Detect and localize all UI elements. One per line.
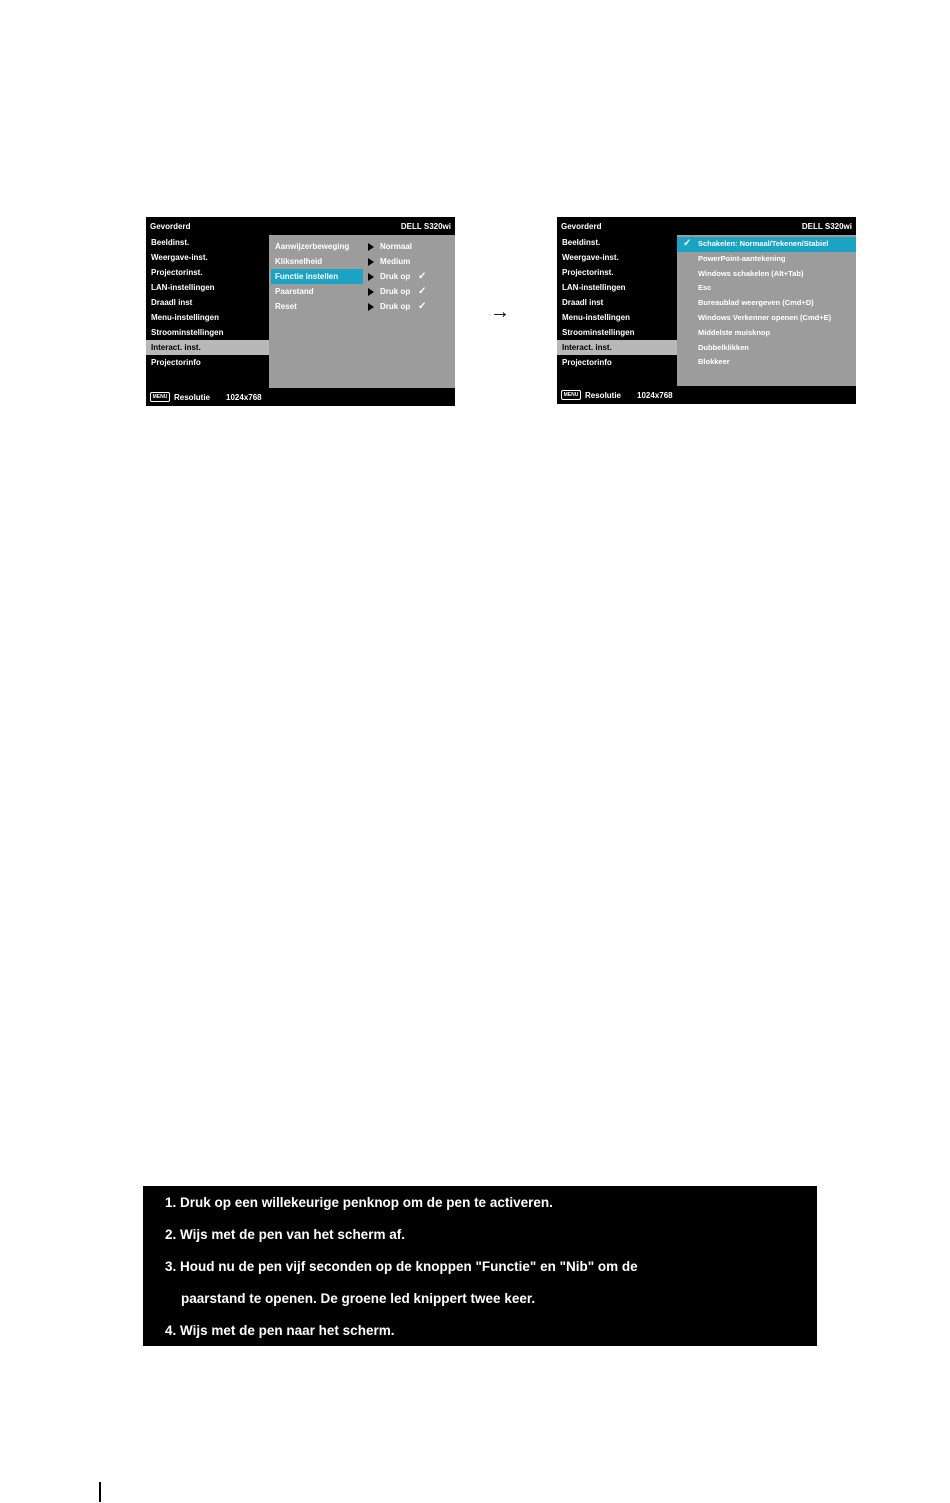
option-label: Middelste muisknop xyxy=(698,327,771,337)
function-option[interactable] xyxy=(677,355,856,370)
osd-title-bar xyxy=(146,217,455,235)
setting-row[interactable] xyxy=(269,239,455,254)
menu-key-icon: MENU xyxy=(561,390,581,400)
setting-row[interactable] xyxy=(269,254,455,269)
arrow-right-icon xyxy=(368,243,374,251)
osd-title: Gevorderd xyxy=(561,221,602,231)
function-options-list xyxy=(677,237,856,370)
osd-footer xyxy=(146,388,455,406)
menu-item-stroom[interactable]: Stroominstellingen xyxy=(562,328,635,337)
resolution-label: Resolutie xyxy=(174,392,211,402)
menu-item-projectorinst[interactable]: Projectorinst. xyxy=(151,268,203,277)
setting-label-selected: Functie instellen xyxy=(271,269,363,284)
instruction-line: paarstand te openen. De groene led knippert twee keer. xyxy=(181,1291,536,1306)
instruction-line: 4. Wijs met de pen naar het scherm. xyxy=(165,1323,395,1338)
menu-item-lan[interactable]: LAN-instellingen xyxy=(151,283,215,292)
instruction-line: 2. Wijs met de pen van het scherm af. xyxy=(165,1227,405,1242)
instruction-line: 3. Houd nu de pen vijf seconden op de knoppen "Functie" en "Nib" om de xyxy=(165,1259,638,1274)
setting-row[interactable] xyxy=(269,299,455,314)
option-label: Blokkeer xyxy=(698,357,730,367)
function-option[interactable] xyxy=(677,296,856,311)
setting-value: Druk op xyxy=(380,287,411,296)
setting-label: Kliksnelheid xyxy=(275,257,323,266)
function-option[interactable] xyxy=(677,326,856,341)
menu-item-weergave[interactable]: Weergave-inst. xyxy=(562,253,619,262)
setting-value: Normaal xyxy=(380,242,413,251)
menu-key-icon: MENU xyxy=(150,392,170,402)
option-label: Esc xyxy=(698,283,712,293)
osd-model: DELL S320wi xyxy=(400,221,451,231)
osd-side-menu xyxy=(557,235,677,386)
setting-value: Druk op xyxy=(380,302,411,311)
arrow-right-icon: → xyxy=(490,301,510,323)
setting-label: Aanwijzerbeweging xyxy=(275,242,350,251)
setting-value: Medium xyxy=(380,257,411,266)
function-option[interactable] xyxy=(677,252,856,267)
osd-advanced-menu-left xyxy=(146,217,455,406)
arrow-right-icon xyxy=(368,273,374,281)
pairing-instructions-box xyxy=(143,1186,817,1346)
interact-settings-list xyxy=(269,239,455,314)
check-icon: ✓ xyxy=(683,238,692,249)
menu-item-projectorinfo[interactable]: Projectorinfo xyxy=(562,358,612,367)
resolution-value: 1024x768 xyxy=(637,390,673,400)
osd-side-menu xyxy=(146,235,269,388)
option-label: Schakelen: Normaal/Tekenen/Stabiel xyxy=(698,239,829,248)
menu-item-projectorinst[interactable]: Projectorinst. xyxy=(562,268,614,277)
arrow-right-icon xyxy=(368,258,374,266)
menu-item-stroom[interactable]: Stroominstellingen xyxy=(151,328,224,337)
osd-advanced-menu-right xyxy=(557,217,856,404)
menu-item-lan[interactable]: LAN-instellingen xyxy=(562,283,626,292)
setting-value: Druk op xyxy=(380,272,411,281)
page-margin-bar xyxy=(99,1482,101,1502)
menu-item-projectorinfo[interactable]: Projectorinfo xyxy=(151,358,201,367)
check-icon: ✓ xyxy=(418,271,427,282)
setting-label: Paarstand xyxy=(275,287,314,296)
option-label: Windows schakelen (Alt+Tab) xyxy=(698,268,804,278)
menu-item-beeldinst[interactable]: Beeldinst. xyxy=(562,238,601,247)
menu-item-draadl[interactable]: Draadl inst xyxy=(562,298,604,307)
resolution-value: 1024x768 xyxy=(226,392,262,402)
instruction-line: 1. Druk op een willekeurige penknop om de pen te activeren. xyxy=(165,1195,553,1210)
option-label: Bureaublad weergeven (Cmd+D) xyxy=(698,298,814,308)
setting-row[interactable] xyxy=(269,284,455,299)
option-label: Dubbelklikken xyxy=(698,342,749,352)
osd-model: DELL S320wi xyxy=(801,221,852,231)
osd-title: Gevorderd xyxy=(150,221,191,231)
setting-row[interactable] xyxy=(269,269,455,284)
check-icon: ✓ xyxy=(418,301,427,312)
option-label: Windows Verkenner openen (Cmd+E) xyxy=(698,312,832,322)
setting-label: Reset xyxy=(275,302,297,311)
menu-item-interact[interactable]: Interact. inst. xyxy=(146,340,269,355)
function-option[interactable] xyxy=(677,267,856,282)
option-label: PowerPoint-aantekening xyxy=(698,253,786,263)
menu-item-menu-instellingen[interactable]: Menu-instellingen xyxy=(151,313,219,322)
function-option[interactable] xyxy=(677,341,856,356)
menu-item-draadl[interactable]: Draadl inst xyxy=(151,298,193,307)
menu-item-menu-instellingen[interactable]: Menu-instellingen xyxy=(562,313,630,322)
menu-item-beeldinst[interactable]: Beeldinst. xyxy=(151,238,190,247)
menu-item-interact[interactable]: Interact. inst. xyxy=(557,340,677,355)
menu-item-weergave[interactable]: Weergave-inst. xyxy=(151,253,208,262)
check-icon: ✓ xyxy=(418,286,427,297)
osd-footer xyxy=(557,386,856,404)
arrow-right-icon xyxy=(368,288,374,296)
function-option-selected[interactable] xyxy=(677,237,856,252)
function-option[interactable] xyxy=(677,281,856,296)
osd-title-bar xyxy=(557,217,856,235)
arrow-right-icon xyxy=(368,303,374,311)
function-option[interactable] xyxy=(677,311,856,326)
resolution-label: Resolutie xyxy=(585,390,622,400)
